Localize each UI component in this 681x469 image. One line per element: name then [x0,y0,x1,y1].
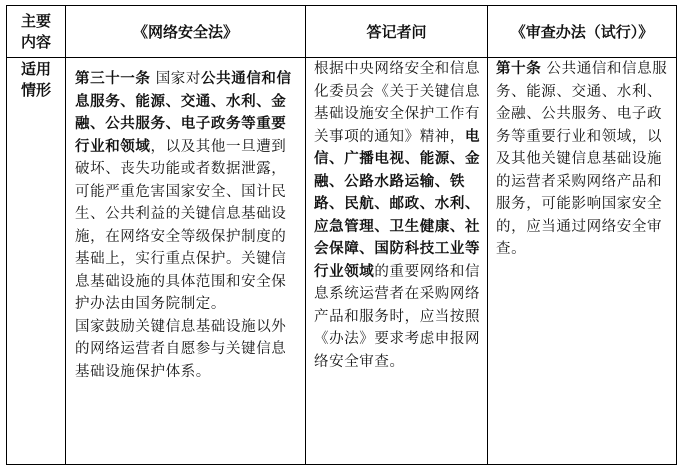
rule-article-number: 第十条 [496,61,542,77]
law-article-number: 第三十一条 [75,71,151,87]
law-cell [66,58,306,465]
law-key-sectors: 公共通信和信息服务、能源、交通、水利、金融、公共服务、电子政务等重要行业和领域 [75,71,292,155]
law-paragraph-1 [75,68,299,316]
qa-text-c: 的重要网络和信息系统运营者在采购网络产品和服务时，应当按照《办法》要求考虑申报网络安全审查。 [314,263,481,370]
rule-text: 公共通信和信息服务、能源、交通、水利、金融、公共服务、电子政务等重要行业和领域，以及其他关键信息基础设施的运营者采购网络产品和服务，可能影响国家安全的，应当通过网络安全审查。 [496,61,668,257]
law-text-c: ，以及其他一旦遭到破坏、丧失功能或者数据泄露，可能严重危害国家安全、国计民生、公共利益的关键信息基础设施，在网络安全等级保护制度的基础上，实行重点保护。关键信息基础设施的具体范围和安全保护办法由国务院制定。 [75,138,287,312]
comparison-table [6,5,677,465]
header-qa: 答记者问 [306,6,488,58]
law-paragraph-2: 国家鼓励关键信息基础设施以外的网络运营者自愿参与关键信息基础设施保护体系。 [75,318,287,380]
law-text-a: 国家对 [150,71,202,87]
rule-cell [488,58,677,465]
qa-cell [306,58,488,465]
row-applicability [7,58,677,465]
header-law: 《网络安全法》 [66,6,306,58]
row-topic-cell: 适用 情形 [7,58,66,465]
qa-key-sectors: 电信、广播电视、能源、金融、公路水路运输、铁路、民航、邮政、水利、应急管理、卫生健康、社会保障、国防科技工业等行业领域 [314,128,481,280]
header-topic: 主要 内容 [7,6,66,58]
header-row [7,6,677,58]
header-rule: 《审查办法（试行）》 [488,6,677,58]
qa-text-a: 根据中央网络安全和信息化委员会《关于关键信息基础设施安全保护工作有关事项的通知》精神， [314,61,481,145]
